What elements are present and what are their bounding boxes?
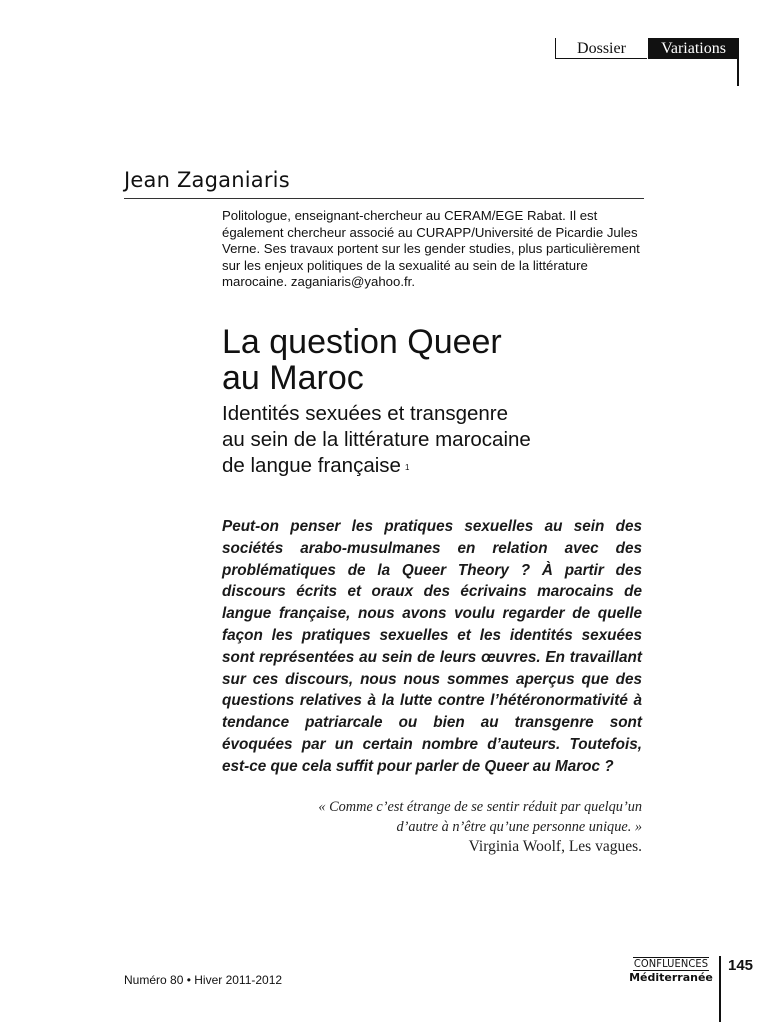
epigraph-quote-line: « Comme c’est étrange de se sentir réduit par quelqu’un [318, 799, 642, 815]
subsection-label: Variations [648, 38, 739, 59]
title-line: au Maroc [222, 359, 364, 397]
author-divider [124, 198, 644, 199]
subtitle-line: Identités sexuées et transgenre [222, 402, 509, 425]
article-subtitle [222, 401, 642, 479]
journal-logo [628, 954, 714, 984]
article-abstract: Peut-on penser les pratiques sexuelles au sein des sociétés arabo-musulmanes en relation avec des problématiques de la Queer Theory ? À partir des discours écrits et oraux des écrivains marocains de langue française, nous avons voulu regarder de quelle façon les pratiques sexuelles et les identités sexuées sont représentées au sein de leurs œuvres. En travaillant sur ces discours, nous nous sommes aperçus que des questions relatives à la lutte contre l’hétéronormativité à tendance patriarcale ou bien au transgenre sont évoquées par un certain nombre d’auteurs. Toutefois, est-ce que cela suffit pour parler de Queer au Maroc ? [222, 518, 642, 775]
logo-line: CONFLUENCES [633, 957, 709, 970]
footnote-ref[interactable]: 1 [404, 463, 410, 472]
section-header [555, 38, 739, 60]
issue-info: Numéro 80 • Hiver 2011-2012 [124, 973, 283, 987]
author-name: Jean Zaganiaris [124, 168, 290, 192]
title-line: La question Queer [222, 323, 502, 361]
author-bio: Politologue, enseignant-chercheur au CERAM/EGE Rabat. Il est également chercheur associé au CURAPP/Université de Picardie Jules Verne. Ses travaux portent sur les gender studies, plus particulièrement sur les enjeux politiques de la sexualité au sein de la littérature marocaine. zaganiaris@yahoo.fr. [222, 208, 640, 290]
page-number: 145 [728, 957, 754, 974]
subtitle-line: de langue française $^1$ [222, 454, 410, 477]
epigraph-source: Virginia Woolf, Les vagues. [468, 838, 642, 855]
header-rule [737, 58, 739, 86]
epigraph-quote-line: d’autre à n’être qu’une personne unique. » [396, 818, 642, 835]
page-number-rule [719, 956, 721, 1022]
epigraph [222, 798, 642, 857]
subtitle-line: au sein de la littérature marocaine [222, 428, 531, 451]
logo-line: Méditerranée [629, 971, 713, 984]
article-title [222, 324, 642, 396]
section-label: Dossier [555, 38, 647, 59]
